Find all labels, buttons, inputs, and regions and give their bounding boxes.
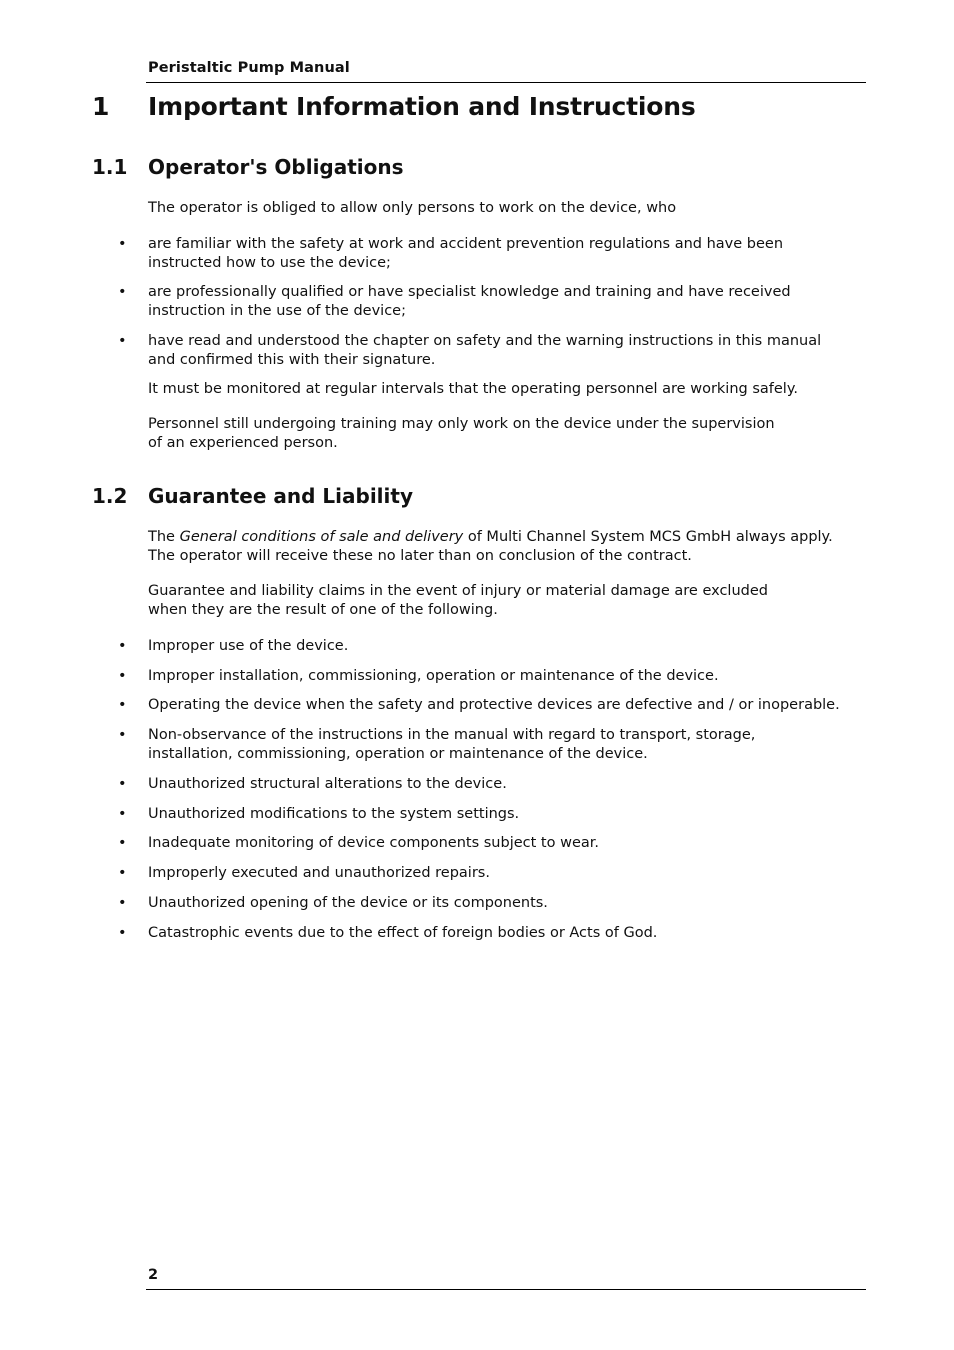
operators-intro-paragraph: The operator is obliged to allow only persons to work on the device, who: [148, 200, 677, 216]
section-number: 1.1: [92, 155, 128, 179]
list-item-line: have read and understood the chapter on safety and the warning instructions in this manual: [148, 333, 822, 349]
training-paragraph: [148, 415, 863, 453]
paragraph-line: Guarantee and liability claims in the event of injury or material damage are excluded: [148, 583, 768, 599]
bullet-symbol: •: [118, 925, 127, 941]
list-item-line: Operating the device when the safety and protective devices are defective and / or inoperable.: [148, 697, 840, 713]
list-item-line: Non-observance of the instructions in the manual with regard to transport, storage,: [148, 727, 756, 743]
bullet-symbol: •: [118, 776, 127, 792]
chapter-title: Important Information and Instructions: [148, 92, 696, 121]
monitoring-paragraph: It must be monitored at regular intervals that the operating personnel are working safely.: [148, 381, 798, 397]
bullet-symbol: •: [118, 895, 127, 911]
conditions-paragraph: [148, 528, 863, 566]
exclusion-paragraph: [148, 582, 863, 620]
bullet-symbol: •: [118, 638, 127, 654]
list-item-line: Unauthorized modifications to the system settings.: [148, 806, 520, 822]
list-item-line: Catastrophic events due to the effect of foreign bodies or Acts of God.: [148, 925, 658, 941]
list-item-line: Inadequate monitoring of device components subject to wear.: [148, 835, 599, 851]
list-item-line: are familiar with the safety at work and accident prevention regulations and have been: [148, 236, 784, 252]
section-number: 1.2: [92, 484, 128, 508]
list-item-line: and confirmed this with their signature.: [148, 352, 436, 368]
list-item-line: Improper installation, commissioning, operation or maintenance of the device.: [148, 668, 719, 684]
section-title: Guarantee and Liability: [148, 484, 413, 508]
paragraph-line: Personnel still undergoing training may only work on the device under the supervision: [148, 416, 775, 432]
list-item-line: Improperly executed and unauthorized repairs.: [148, 865, 490, 881]
bullet-symbol: •: [118, 236, 127, 252]
bullet-symbol: •: [118, 668, 127, 684]
paragraph-line: when they are the result of one of the following.: [148, 602, 498, 618]
list-item-line: instruction in the use of the device;: [148, 303, 406, 319]
paragraph-line: of an experienced person.: [148, 435, 338, 451]
bullet-symbol: •: [118, 806, 127, 822]
paragraph-line: The operator will receive these no later than on conclusion of the contract.: [148, 548, 692, 564]
paragraph-line: [148, 528, 863, 547]
bullet-symbol: •: [118, 333, 127, 349]
list-item-line: are professionally qualified or have specialist knowledge and training and have received: [148, 284, 791, 300]
section-title: Operator's Obligations: [148, 155, 404, 179]
footer-rule: [146, 1289, 866, 1290]
header-rule: [146, 82, 866, 83]
list-item-line: Unauthorized opening of the device or its components.: [148, 895, 548, 911]
bullet-symbol: •: [118, 697, 127, 713]
bullet-symbol: •: [118, 865, 127, 881]
bullet-symbol: •: [118, 727, 127, 743]
page-number: 2: [148, 1267, 159, 1283]
list-item-line: installation, commissioning, operation or maintenance of the device.: [148, 746, 648, 762]
conditions-document-title: General conditions of sale and delivery: [179, 529, 464, 545]
bullet-symbol: •: [118, 835, 127, 851]
running-header-title: Peristaltic Pump Manual: [148, 60, 350, 76]
paragraph-text: The: [148, 529, 180, 545]
list-item-line: Improper use of the device.: [148, 638, 349, 654]
list-item-line: Unauthorized structural alterations to the device.: [148, 776, 507, 792]
list-item-line: instructed how to use the device;: [148, 255, 391, 271]
paragraph-text: of Multi Channel System MCS GmbH always apply.: [463, 529, 833, 545]
chapter-number: 1: [92, 92, 110, 121]
bullet-symbol: •: [118, 284, 127, 300]
